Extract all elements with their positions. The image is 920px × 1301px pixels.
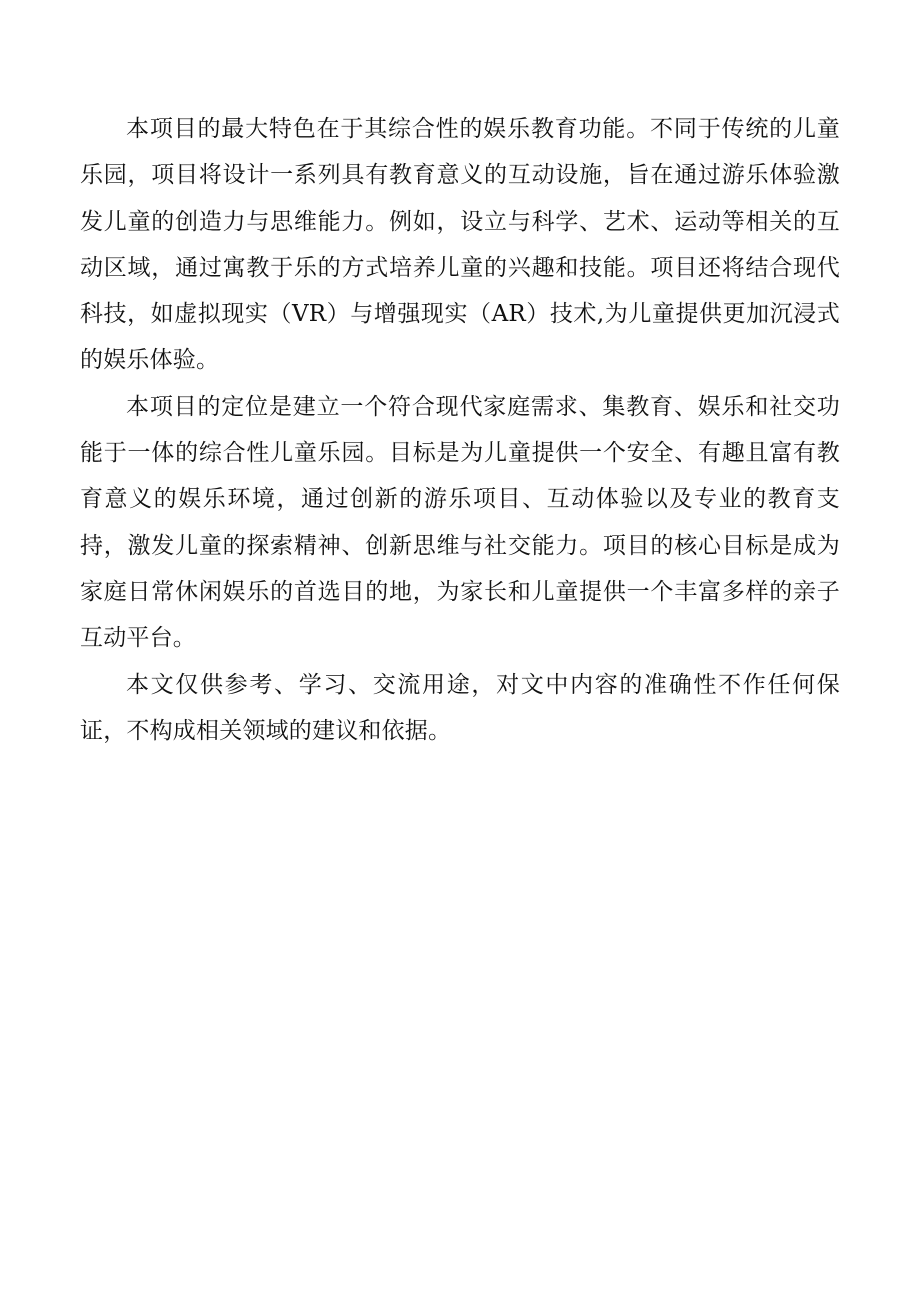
paragraph-positioning: 本项目的定位是建立一个符合现代家庭需求、集教育、娱乐和社交功能于一体的综合性儿童乐园。目标是为儿童提供一个安全、有趣且富有教育意义的娱乐环境，通过创新的游乐项目、互动体验以及专业的教育支持，激发儿童的探索精神、创新思维与社交能力。项目的核心目标是成为家庭日常休闲娱乐的首选目的地，为家长和儿童提供一个丰富多样的亲子互动平台。 xyxy=(80,393,840,652)
document-body xyxy=(80,106,840,754)
paragraph-disclaimer: 本文仅供参考、学习、交流用途，对文中内容的准确性不作任何保证，不构成相关领域的建议和依据。 xyxy=(80,671,840,744)
paragraph-features: 本项目的最大特色在于其综合性的娱乐教育功能。不同于传统的儿童乐园，项目将设计一系列具有教育意义的互动设施，旨在通过游乐体验激发儿童的创造力与思维能力。例如，设立与科学、艺术、运动等相关的互动区域，通过寓教于乐的方式培养儿童的兴趣和技能。项目还将结合现代科技，如虚拟现实（VR）与增强现实（AR）技术,为儿童提供更加沉浸式的娱乐体验。 xyxy=(80,116,840,374)
